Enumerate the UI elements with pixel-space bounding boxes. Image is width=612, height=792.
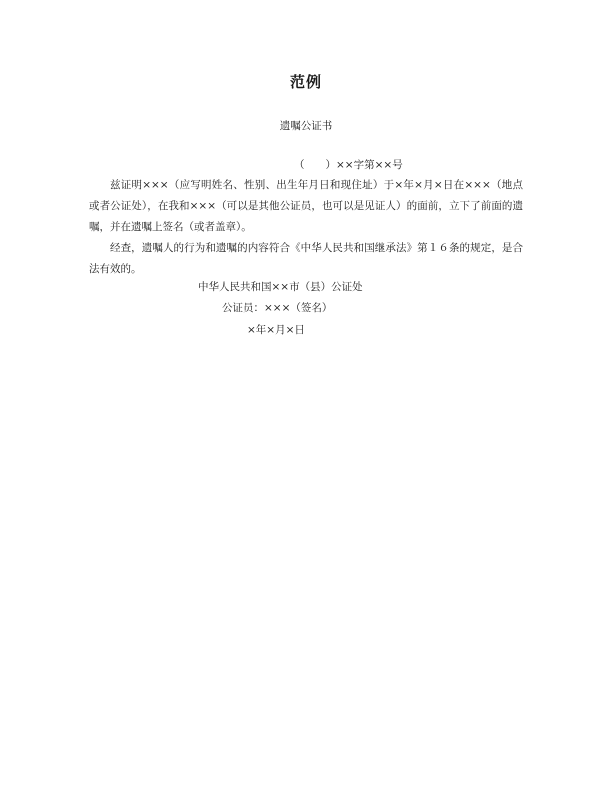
document-subtitle: 遗嘱公证书 xyxy=(279,120,333,132)
body-text xyxy=(89,175,523,280)
document-number: （ ）××字第××号 xyxy=(294,159,403,171)
page-title: 范例 xyxy=(289,73,322,91)
notary-signature: 公证员：×××（签名） xyxy=(222,302,333,314)
paragraph-certification: 兹证明×××（应写明姓名、性别、出生年月日和现住址）于×年×月×日在×××（地点或者公证处），在我和×××（可以是其他公证员，也可以是见证人）的面前，立下了前面的遗嘱，并在遗嘱上签名（或者盖章）。 xyxy=(89,179,523,233)
paragraph-legality: 经查，遗嘱人的行为和遗嘱的内容符合《中华人民共和国继承法》第１６条的规定，是合法有效的。 xyxy=(89,242,523,275)
notary-office: 中华人民共和国××市（县）公证处 xyxy=(198,281,363,293)
signature-date: ×年×月×日 xyxy=(247,324,305,336)
